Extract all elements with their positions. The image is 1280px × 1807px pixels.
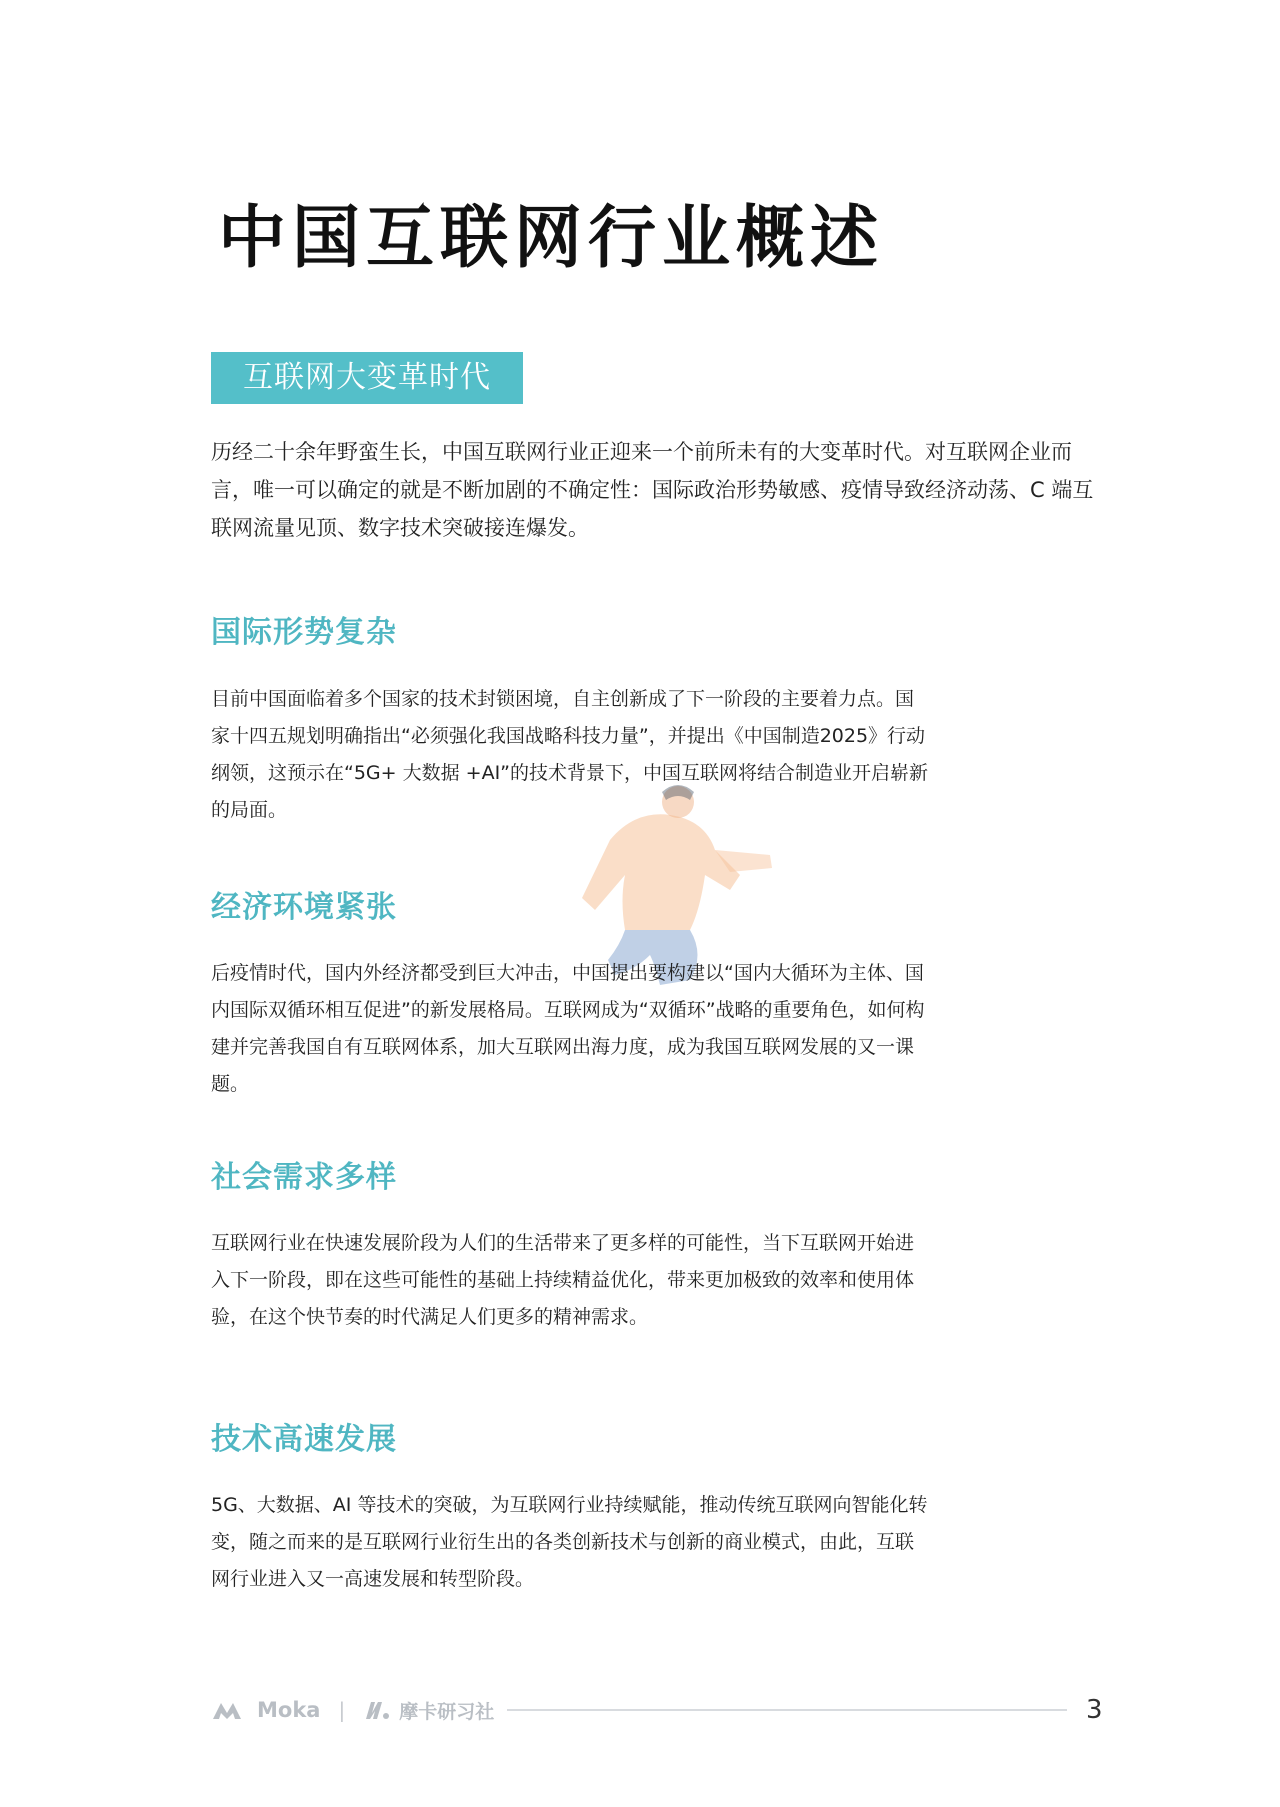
section-body-international: 目前中国面临着多个国家的技术封锁困境，自主创新成了下一阶段的主要着力点。国家十四五规划明确指出“必须强化我国战略科技力量”，并提出《中国制造2025》行动纲领，这预示在“5G+ 大数据 +AI”的技术背景下，中国互联网将结合制造业开启崭新的局面。 [211, 688, 929, 821]
section-heading-international: 国际形势复杂 [211, 615, 397, 650]
page-title: 中国互联网行业概述 [218, 199, 885, 278]
section-body-technology: 5G、大数据、AI 等技术的突破，为互联网行业持续赋能，推动传统互联网向智能化转变，随之而来的是互联网行业衍生出的各类创新技术与创新的商业模式，由此，互联网行业进入又一高速发展和转型阶段。 [211, 1494, 928, 1590]
section-badge: 互联网大变革时代 [211, 352, 523, 404]
research-club-logo-icon [363, 1699, 391, 1721]
section-heading-technology: 技术高速发展 [211, 1422, 397, 1457]
footer-brand [211, 1696, 494, 1724]
brand-separator: | [338, 1698, 346, 1722]
section-body-economy: 后疫情时代，国内外经济都受到巨大冲击，中国提出要构建以“国内大循环为主体、国内国际双循环相互促进”的新发展格局。互联网成为“双循环”战略的重要角色，如何构建并完善我国自有互联网体系，加大互联网出海力度，成为我国互联网发展的又一课题。 [211, 962, 925, 1095]
section-body-society: 互联网行业在快速发展阶段为人们的生活带来了更多样的可能性，当下互联网开始进入下一阶段，即在这些可能性的基础上持续精益优化，带来更加极致的效率和使用体验，在这个快节奏的时代满足人们更多的精神需求。 [211, 1232, 915, 1328]
moka-logo-icon [211, 1699, 249, 1721]
footer-divider [507, 1709, 1067, 1711]
brand-name: Moka [257, 1698, 321, 1722]
section-heading-economy: 经济环境紧张 [211, 890, 397, 925]
intro-paragraph: 历经二十余年野蛮生长，中国互联网行业正迎来一个前所未有的大变革时代。对互联网企业而言，唯一可以确定的就是不断加剧的不确定性：国际政治形势敏感、疫情导致经济动荡、C 端互联网流量见顶、数字技术突破接连爆发。 [211, 440, 1094, 540]
section-heading-society: 社会需求多样 [211, 1160, 397, 1195]
sub-brand-name: 摩卡研习社 [399, 1700, 495, 1723]
page-footer [211, 1690, 1111, 1730]
page-number: 3 [1086, 1695, 1103, 1725]
